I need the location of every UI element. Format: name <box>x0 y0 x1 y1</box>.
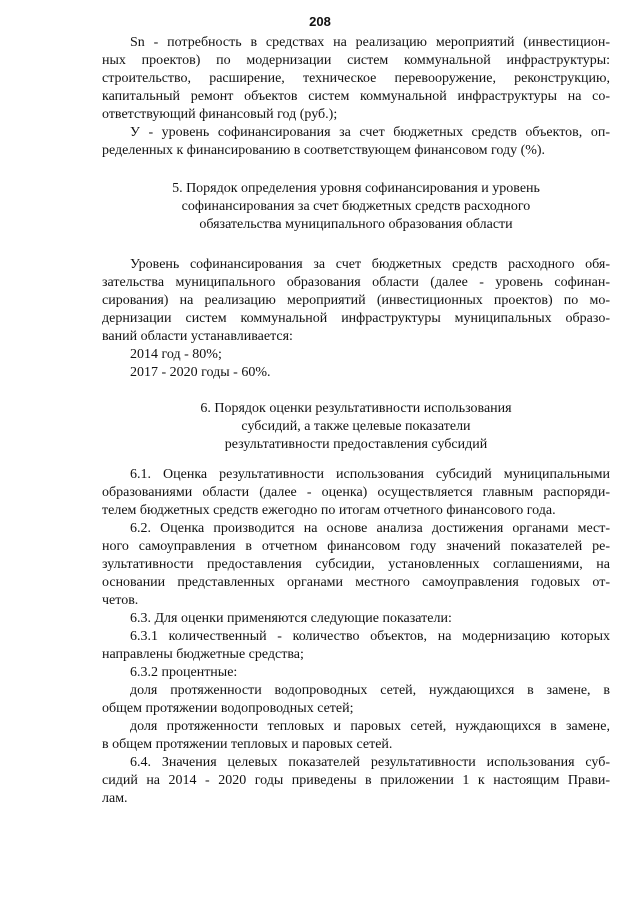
text-line: 6.3. Для оценки применяются следующие показатели: <box>130 611 452 626</box>
text-line: капитальный ремонт объектов систем коммунальной инфраструктуры на со- <box>102 89 610 104</box>
section-5-paragraph <box>102 256 610 346</box>
section-6-heading <box>102 400 610 454</box>
text-line: основании представленных органами местного самоуправления годовых от- <box>102 575 610 590</box>
text-line: образованиями области (далее - оценка) осуществляется главным распоряди- <box>102 485 610 500</box>
text-line: У - уровень софинансирования за счет бюджетных средств объектов, оп- <box>130 125 610 140</box>
paragraph-6-1 <box>102 466 610 520</box>
heading-line: обязательства муниципального образования области <box>199 217 513 232</box>
text-line: строительство, расширение, техническое перевооружение, реконструкцию, <box>102 71 610 86</box>
page-number: 208 <box>309 14 331 29</box>
text-line: ределенных к финансированию в соответствующем финансовом году (%). <box>102 143 546 158</box>
text-line: ных проектов) по модернизации систем коммунальной инфраструктуры: <box>102 53 610 68</box>
indicator-water-networks <box>102 682 610 718</box>
text-line: дернизации систем коммунальной инфраструктуры муниципальных образо- <box>102 311 610 326</box>
text-line: сидий на 2014 - 2020 годы приведены в приложении 1 к настоящим Прави- <box>102 773 610 788</box>
text-line: Sn - потребность в средствах на реализацию мероприятий (инвестицион- <box>130 35 610 50</box>
text-line: 6.3.2 процентные: <box>130 665 238 680</box>
text-line: ного самоуправления в отчетном финансовом году значений показателей ре- <box>102 539 610 554</box>
text-line: телем бюджетных средств ежегодно по итогам отчетного финансового года. <box>102 503 556 518</box>
paragraph-6-2 <box>102 520 610 610</box>
text-line: зательства муниципального образования области (далее - уровень софинан- <box>102 275 610 290</box>
text-line: общем протяжении водопроводных сетей; <box>102 701 354 716</box>
cofinancing-rates <box>102 346 610 382</box>
text-line: сирования) на реализацию мероприятий (инвестиционных проектов) по мо- <box>102 293 610 308</box>
text-line: в общем протяжении тепловых и паровых сетей. <box>102 737 393 752</box>
text-line: 6.1. Оценка результативности использования субсидий муниципальными <box>130 467 610 482</box>
paragraph-6-4 <box>102 754 610 808</box>
text-line: доля протяженности водопроводных сетей, нуждающихся в замене, в <box>130 683 610 698</box>
text-line: направлены бюджетные средства; <box>102 647 304 662</box>
text-line: 6.2. Оценка производится на основе анализа достижения органами мест- <box>130 521 610 536</box>
text-line: доля протяженности тепловых и паровых сетей, нуждающихся в замене, <box>130 719 610 734</box>
text-line: Уровень софинансирования за счет бюджетных средств расходного обя- <box>130 257 610 272</box>
text-line: лам. <box>102 791 128 806</box>
paragraph-6-3-2 <box>102 664 610 682</box>
heading-line: 6. Порядок оценки результативности использования <box>200 401 512 416</box>
text-line: ваний области устанавливается: <box>102 329 293 344</box>
text-line: четов. <box>102 593 139 608</box>
rate-line: 2014 год - 80%; <box>130 347 222 362</box>
sn-definition-paragraph <box>102 34 610 124</box>
text-line: 6.3.1 количественный - количество объектов, на модернизацию которых <box>130 629 610 644</box>
rate-line: 2017 - 2020 годы - 60%. <box>130 365 271 380</box>
text-line: 6.4. Значения целевых показателей результативности использования суб- <box>130 755 610 770</box>
section-5-heading <box>102 180 610 234</box>
indicator-heat-networks <box>102 718 610 754</box>
text-line: зультативности предоставления субсидии, установленных соглашениями, на <box>102 557 610 572</box>
text-line: ответствующий финансовый год (руб.); <box>102 107 338 122</box>
heading-line: софинансирования за счет бюджетных средств расходного <box>181 199 531 214</box>
heading-line: 5. Порядок определения уровня софинансирования и уровень <box>172 181 540 196</box>
heading-line: результативности предоставления субсидий <box>224 437 488 452</box>
u-definition-paragraph <box>102 124 610 160</box>
heading-line: субсидий, а также целевые показатели <box>241 419 471 434</box>
paragraph-6-3-1 <box>102 628 610 664</box>
paragraph-6-3 <box>102 610 610 628</box>
